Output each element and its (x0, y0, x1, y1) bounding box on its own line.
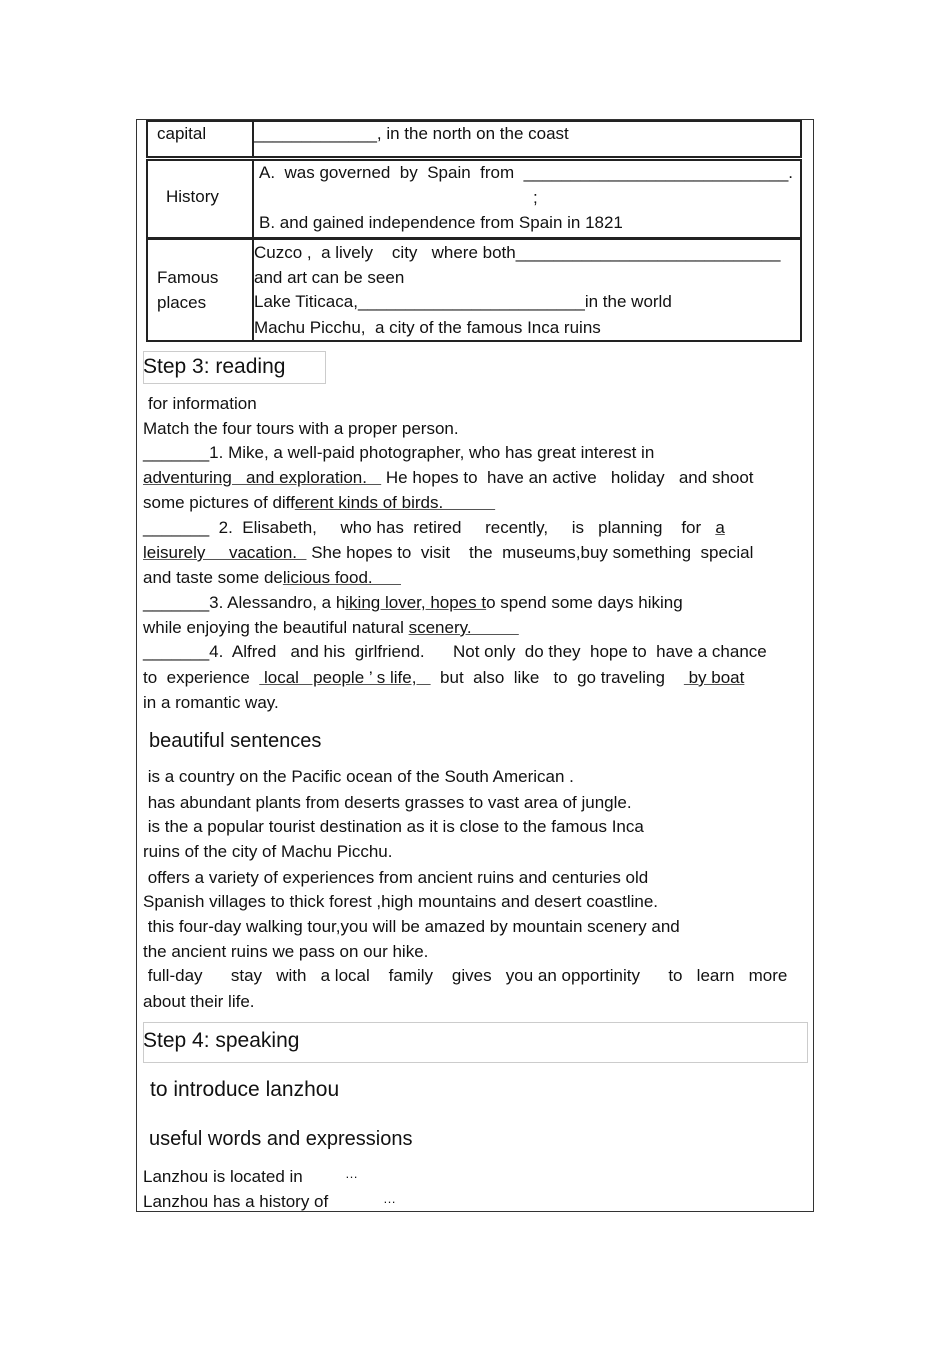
sentence-line: is a country on the Pacific ocean of the South American . (143, 767, 574, 786)
famous-line: Lake Titicaca,________________________in the world (254, 292, 672, 311)
underlined-text: local people ’ s life, (259, 668, 431, 687)
text: _______4. Alfred and his girlfriend. Not only do they hope to have a chance (143, 642, 767, 661)
text: o spend some days hiking (486, 593, 683, 612)
underlined-text: adventuring and exploration. (143, 468, 382, 487)
tour-line (143, 568, 401, 588)
sentence-line: has abundant plants from deserts grasses to vast area of jungle. (143, 793, 632, 812)
text: some pictures of diff (143, 493, 295, 512)
text: _______1. Mike, a well-paid photographer, who has great interest in (143, 443, 655, 462)
text: _______ 2. Elisabeth, who has retired recently, is planning for (143, 518, 716, 537)
history-semicolon: ; (533, 188, 538, 207)
famous-line: Cuzco , a lively city where both____________________________ (254, 243, 781, 262)
underlined-text: licious food. (282, 568, 401, 587)
label: History (166, 187, 219, 206)
sentence-line: is the a popular tourist destination as it is close to the famous Inca (143, 817, 644, 836)
label: Famous (157, 268, 219, 287)
table-cell-capital (252, 120, 802, 158)
ellipsis: … (345, 1166, 358, 1181)
sentence-line: full-day stay with a local family gives you an opportinity to learn more (143, 966, 788, 985)
step4-sub: to introduce lanzhou (150, 1078, 340, 1101)
text: _______3. Alessandro, a h (143, 593, 346, 612)
underlined-text: leisurely vacation. (143, 543, 307, 562)
sentence-line: ruins of the city of Machu Picchu. (143, 842, 393, 861)
table-cell-history-label (146, 159, 254, 239)
tour-line (143, 693, 279, 713)
instruction: Match the four tours with a proper person. (143, 419, 459, 438)
famous-line: Machu Picchu, a city of the famous Inca ruins (254, 318, 601, 337)
text: She hopes to visit the museums,buy something special (306, 543, 754, 562)
history-a: A. was governed by Spain from ____________________________. (259, 163, 794, 182)
text: and taste some de (143, 568, 283, 587)
table-cell-famous (252, 238, 802, 342)
step4-heading: Step 4: speaking (143, 1029, 300, 1052)
ellipsis: … (383, 1191, 396, 1206)
sentence-line: Spanish villages to thick forest ,high mountains and desert coastline. (143, 892, 659, 911)
text: He hopes to have an active holiday and shoot (381, 468, 754, 487)
tour-line (143, 468, 754, 488)
famous-line: and art can be seen (254, 268, 405, 287)
history-b: B. and gained independence from Spain in 1821 (259, 213, 623, 232)
underlined-text: erent kinds of birds. (294, 493, 496, 512)
tour-line (143, 518, 725, 538)
expression-2: Lanzhou has a history of (143, 1192, 329, 1211)
tour-line (143, 618, 519, 638)
label: capital (157, 124, 207, 143)
tour-line (143, 668, 744, 688)
step3-sub: for information (148, 394, 257, 413)
label: places (157, 293, 207, 312)
step3-heading: Step 3: reading (143, 355, 286, 378)
underlined-text: scenery. (408, 618, 519, 637)
table-cell-famous-label (146, 238, 254, 342)
text: but also like to go traveling (430, 668, 684, 687)
table-cell-history (252, 159, 802, 239)
underlined-text: by boat (683, 668, 745, 687)
sentence-line: this four-day walking tour,you will be amazed by mountain scenery and (143, 917, 680, 936)
underlined-text: a (715, 518, 725, 537)
tour-line (143, 543, 753, 563)
underlined-text: iking lover, hopes t (345, 593, 487, 612)
expression-1: Lanzhou is located in (143, 1167, 303, 1186)
sentence-line: offers a variety of experiences from ancient ruins and centuries old (143, 868, 649, 887)
table-cell-capital-label (146, 120, 254, 158)
text: while enjoying the beautiful natural (143, 618, 409, 637)
tour-line (143, 593, 683, 613)
text: to experience (143, 668, 260, 687)
sentences-heading: beautiful sentences (149, 730, 322, 752)
tour-line (143, 493, 495, 513)
tour-line (143, 642, 767, 662)
text: in a romantic way. (143, 693, 279, 712)
capital-text: _____________, in the north on the coast (254, 124, 569, 143)
sentence-line: about their life. (143, 992, 255, 1011)
sentence-line: the ancient ruins we pass on our hike. (143, 942, 429, 961)
useful-heading: useful words and expressions (149, 1128, 413, 1150)
tour-line (143, 443, 654, 463)
